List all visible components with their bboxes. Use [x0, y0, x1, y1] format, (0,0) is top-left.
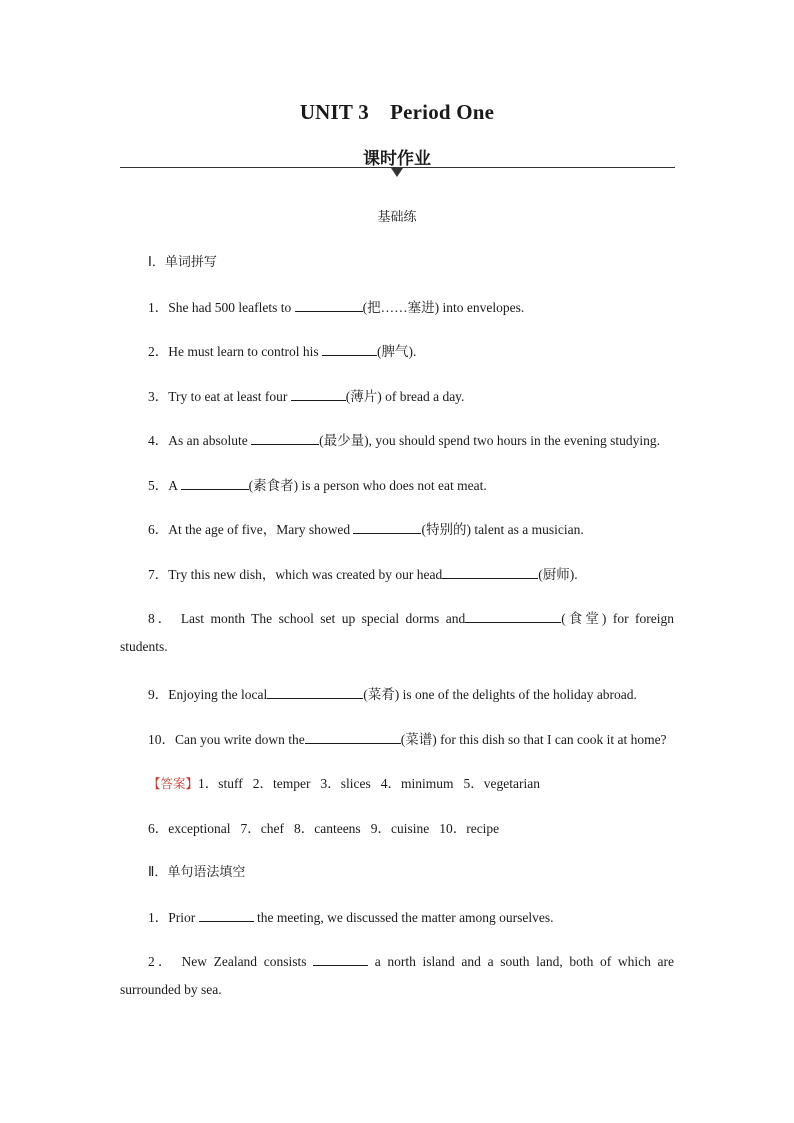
question-number: 1．	[148, 300, 169, 315]
answer-key-line-2	[148, 817, 499, 837]
level-heading: 基础练	[377, 210, 417, 225]
question-4	[148, 429, 660, 449]
question-text-after: (薄片) of bread a day.	[345, 389, 465, 404]
question-number: 8．	[148, 611, 175, 626]
question-text-after: (把……塞进) into envelopes.	[362, 300, 525, 315]
question-text-after: (特别的) talent as a musician.	[421, 522, 584, 537]
answer-item: 10．recipe	[439, 821, 500, 836]
question-number: 2．	[148, 344, 169, 359]
section-heading-grammar: Ⅱ．单句语法填空	[148, 865, 246, 880]
answer-blank[interactable]	[322, 342, 377, 356]
question-text-before: Try this new dish，which was created by our head	[168, 567, 443, 582]
question-number: 10．	[148, 732, 175, 747]
question-8	[148, 607, 674, 627]
page-subtitle: 课时作业	[363, 149, 431, 169]
page-title: UNIT 3 Period One	[299, 100, 495, 124]
answer-item: 8．canteens	[293, 821, 361, 836]
question-text-after: (菜谱) for this dish so that I can cook it at home?	[400, 732, 667, 747]
question-number: 5．	[148, 478, 169, 493]
question-text-before: Prior	[168, 910, 199, 925]
answer-blank[interactable]	[465, 609, 561, 623]
question-2	[148, 340, 416, 360]
question-8-continuation: students.	[120, 639, 168, 654]
question-text-before: She had 500 leaflets to	[168, 300, 295, 315]
question-7	[148, 563, 578, 583]
question-10	[148, 728, 667, 748]
answer-blank[interactable]	[313, 952, 368, 966]
question-number: 2．	[148, 954, 175, 969]
answer-blank[interactable]	[295, 298, 363, 312]
question-number: 7．	[148, 567, 169, 582]
question-text-before: Enjoying the local	[168, 687, 268, 702]
question-text-before: As an absolute	[168, 433, 252, 448]
question-text-after: (厨师).	[538, 567, 578, 582]
question-3	[148, 385, 464, 405]
question-6	[148, 518, 584, 538]
question-text-after: (脾气).	[376, 344, 417, 359]
answer-item: 2．temper	[252, 776, 311, 791]
question-5	[148, 474, 487, 494]
answer-blank[interactable]	[181, 476, 249, 490]
answer-blank[interactable]	[353, 520, 421, 534]
question-text-after: (食堂) for foreign	[561, 611, 675, 626]
answer-item: 5．vegetarian	[463, 776, 540, 791]
question-text-before: Can you write down the	[175, 732, 305, 747]
answer-item: 1．stuff	[198, 776, 243, 791]
answer-item: 9．cuisine	[370, 821, 430, 836]
answer-blank[interactable]	[291, 387, 346, 401]
section-heading-spelling: Ⅰ．单词拼写	[148, 255, 217, 270]
answer-blank[interactable]	[267, 685, 363, 699]
answer-key-line-1	[148, 772, 540, 792]
question-number: 9．	[148, 687, 169, 702]
question-number: 1．	[148, 910, 169, 925]
grammar-question-2-continuation: surrounded by sea.	[120, 982, 222, 997]
question-number: 4．	[148, 433, 169, 448]
question-text-after: (素食者) is a person who does not eat meat.	[248, 478, 487, 493]
answer-item: 3．slices	[320, 776, 371, 791]
question-text-after: (最少量), you should spend two hours in the evening studying.	[319, 433, 660, 448]
answer-tag: 【答案】	[148, 776, 199, 791]
answer-item: 7．chef	[240, 821, 284, 836]
answer-blank[interactable]	[305, 730, 401, 744]
question-text-before: Last month The school set up special dorms and	[180, 611, 466, 626]
question-text-before: New Zealand consists	[181, 954, 314, 969]
grammar-question-2	[148, 950, 674, 970]
question-number: 3．	[148, 389, 169, 404]
question-text-after: a north island and a south land, both of which are	[368, 954, 675, 969]
answer-item: 6．exceptional	[148, 821, 231, 836]
question-9	[148, 683, 637, 703]
grammar-question-1	[148, 906, 554, 926]
question-number: 6．	[148, 522, 169, 537]
question-text-before: He must learn to control his	[168, 344, 322, 359]
question-text-before: A	[168, 478, 181, 493]
answer-blank[interactable]	[251, 431, 319, 445]
answer-blank[interactable]	[442, 565, 538, 579]
question-text-before: At the age of five，Mary showed	[168, 522, 354, 537]
answer-blank[interactable]	[199, 908, 254, 922]
answer-item: 4．minimum	[380, 776, 454, 791]
question-1	[148, 296, 524, 316]
question-text-after: (菜肴) is one of the delights of the holiday abroad.	[363, 687, 637, 702]
divider-arrow-icon	[391, 168, 403, 177]
question-text-after: the meeting, we discussed the matter among ourselves.	[253, 910, 554, 925]
question-text-before: Try to eat at least four	[168, 389, 291, 404]
